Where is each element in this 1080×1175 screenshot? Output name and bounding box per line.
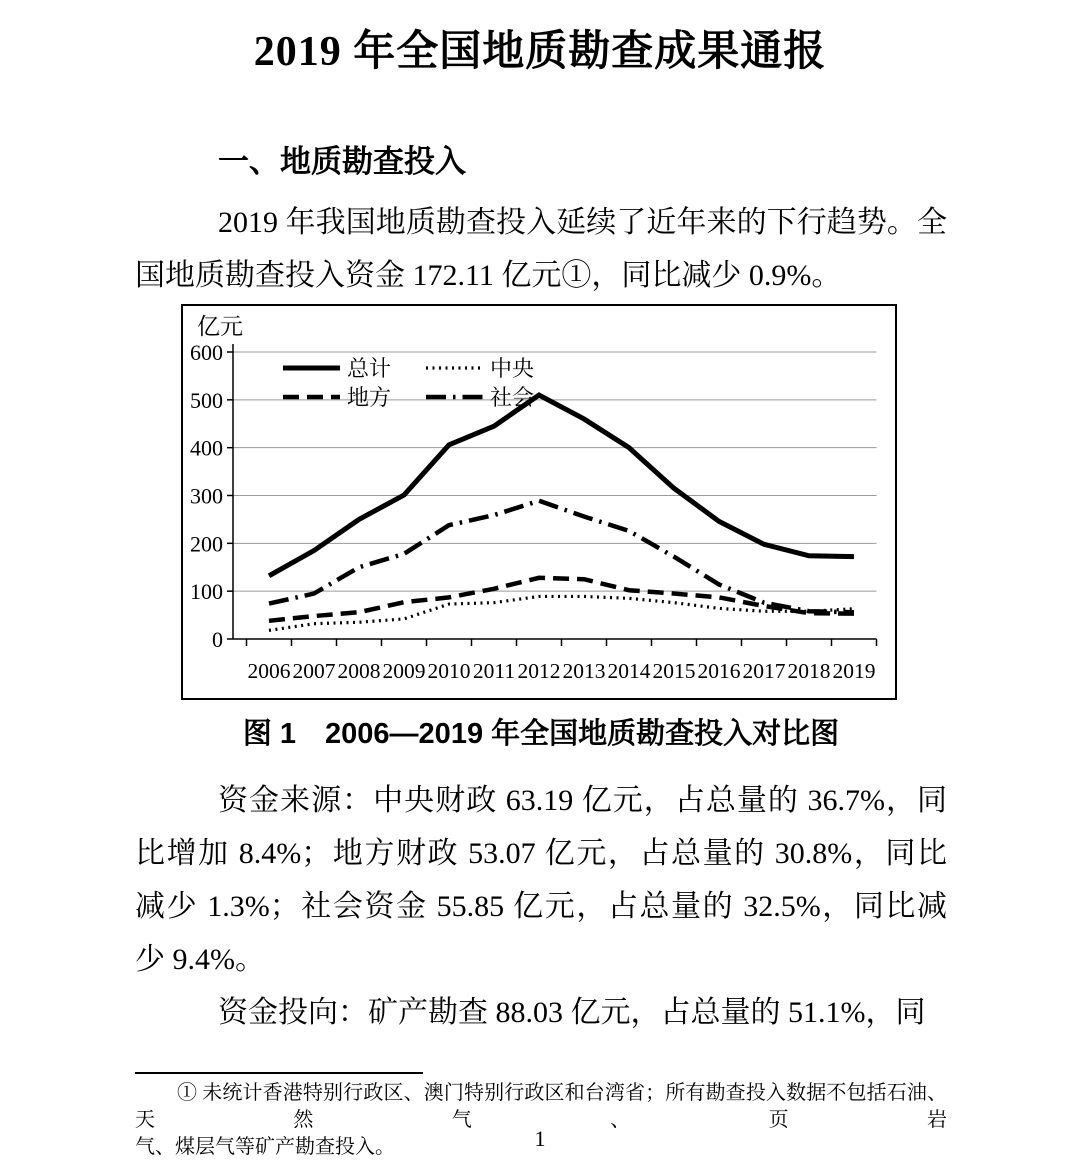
x-axis-tick-label: 2011	[472, 659, 516, 683]
legend-label-1: 中央	[490, 356, 535, 381]
page-number: 1	[534, 1126, 546, 1151]
series-line-2	[269, 578, 854, 621]
x-axis-tick-label: 2008	[337, 659, 381, 683]
figure-caption: 图 1 2006—2019 年全国地质勘查投入对比图	[242, 718, 840, 750]
content-area	[135, 144, 947, 1039]
x-axis-tick-label: 2010	[427, 659, 471, 683]
text-line: 国地质勘查投入资金 172.11 亿元①，同比减少 0.9%。	[135, 259, 842, 292]
y-axis-unit-label: 亿元	[197, 314, 243, 339]
x-axis-tick-label: 2016	[697, 659, 741, 683]
x-axis-tick-label: 2007	[292, 659, 336, 683]
y-axis-tick-label: 400	[190, 435, 223, 461]
paragraph-funding-sources	[135, 774, 947, 986]
text-line: 气、煤层气等矿产勘查投入。	[135, 1136, 395, 1158]
x-axis-tick-label: 2009	[382, 659, 426, 683]
y-axis-tick-label: 100	[190, 579, 223, 605]
text-line: 2019 年我国地质勘查投入延续了近年来的下行趋势。全	[218, 206, 947, 239]
x-axis-tick-label: 2015	[652, 659, 696, 683]
x-axis-tick-label: 2012	[517, 659, 561, 683]
x-axis-tick-label: 2019	[832, 659, 876, 683]
text-line: ① 未统计香港特别行政区、澳门特别行政区和台湾省；所有勘查投入数据不包括石油、天然气、页岩	[135, 1082, 947, 1131]
series-line-3	[269, 501, 854, 613]
y-axis-tick-label: 500	[190, 387, 223, 413]
text-line: 少 9.4%。	[135, 943, 265, 976]
paragraph-funding-direction	[135, 986, 947, 1039]
text-line: 减少 1.3%；社会资金 55.85 亿元，占总量的 32.5%，同比减	[135, 890, 947, 923]
y-axis-tick-label: 0	[212, 627, 223, 652]
investment-line-chart	[183, 306, 895, 698]
x-axis-tick-label: 2006	[247, 659, 291, 683]
section-heading: 一、地质勘查投入	[218, 144, 466, 179]
figure-1-chart-frame	[181, 304, 897, 700]
x-axis-tick-label: 2018	[787, 659, 831, 683]
x-axis-tick-label: 2013	[562, 659, 606, 683]
paragraph-investment-overview	[135, 196, 947, 302]
text-line: 资金来源：中央财政 63.19 亿元，占总量的 36.7%，同	[218, 784, 947, 817]
legend-label-3: 社会	[490, 385, 535, 410]
x-axis-tick-label: 2014	[607, 659, 651, 683]
y-axis-tick-label: 300	[190, 483, 223, 509]
legend-label-0: 总计	[347, 356, 392, 381]
legend-label-2: 地方	[347, 385, 392, 410]
series-line-1	[269, 596, 854, 630]
text-line: 比增加 8.4%；地方财政 53.07 亿元，占总量的 30.8%，同比	[135, 837, 947, 870]
series-line-0	[269, 395, 854, 576]
y-axis-tick-label: 200	[190, 531, 223, 557]
footnote-divider	[135, 1072, 423, 1074]
y-axis-tick-label: 600	[190, 340, 223, 365]
x-axis-tick-label: 2017	[742, 659, 786, 683]
text-line: 资金投向：矿产勘查 88.03 亿元，占总量的 51.1%，同	[218, 996, 926, 1029]
document-title: 2019 年全国地质勘查成果通报	[253, 29, 827, 75]
